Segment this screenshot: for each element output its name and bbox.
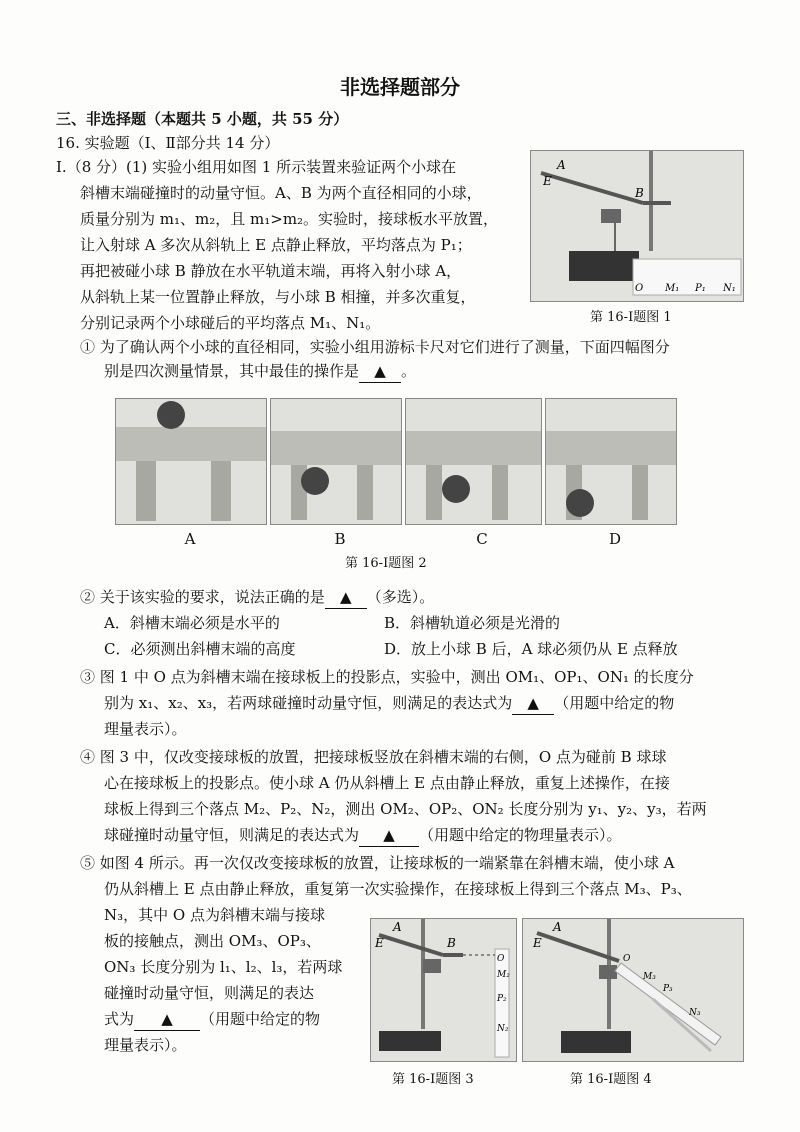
q2-option-d: D．放上小球 B 后，A 球必须仍从 E 点释放 — [384, 640, 678, 658]
intro-line: 分别记录两个小球碰后的平均落点 M₁、N₁。 — [80, 314, 381, 332]
intro-line: 斜槽末端碰撞时的动量守恒。A、B 为两个直径相同的小球， — [80, 184, 482, 202]
fig1-label-B: B — [635, 186, 644, 200]
q3-line: 理量表示）。 — [104, 720, 187, 738]
q4-line-4: 球碰撞时动量守恒，则满足的表达式为 ▲ （用题中给定的物理量表示）。 — [104, 824, 622, 847]
fig4-label-P: P₃ — [663, 984, 673, 994]
q2-option-b: B．斜槽轨道必须是光滑的 — [384, 614, 561, 632]
intro-line: Ⅰ.（8 分）(1) 实验小组用如图 1 所示装置来验证两个小球在 — [56, 158, 457, 176]
q5-line: 仍从斜槽上 E 点由静止释放，重复第一次实验操作，在接球板上得到三个落点 M₃、P₃、 — [104, 880, 692, 898]
figure-1-photo — [530, 150, 744, 302]
figure-2-caption: 第 16-Ⅰ题图 2 — [345, 556, 427, 571]
intro-line: 再把被碰小球 B 静放在水平轨道末端，再将入射小球 A， — [80, 262, 462, 280]
question-16-heading: 16. 实验题（Ⅰ、Ⅱ部分共 14 分） — [56, 134, 280, 152]
q1-line: ① 为了确认两个小球的直径相同，实验小组用游标卡尺对它们进行了测量，下面四幅图分 — [80, 338, 670, 356]
caliper-photo-a — [115, 398, 267, 525]
fig4-label-M: M₃ — [643, 972, 656, 982]
fig1-label-P: P₁ — [695, 283, 706, 294]
q4-line: 球板上得到三个落点 M₂、P₂、N₂，测出 OM₂、OP₂、ON₂ 长度分别为 y₁、y₂、y₃，若两 — [104, 800, 707, 818]
fig3-label-O: O — [497, 954, 505, 964]
intro-line: 让入射球 A 多次从斜轨上 E 点静止释放，平均落点为 P₁； — [80, 236, 472, 254]
fig3-label-N: N₂ — [497, 1024, 509, 1034]
fig4-label-E: E — [533, 936, 542, 950]
fig3-label-A: A — [393, 920, 402, 934]
q5-line: 板的接触点，测出 OM₃、OP₃、 — [104, 932, 321, 950]
caliper-photo-d — [545, 398, 677, 525]
fig3-label-M: M₂ — [497, 970, 510, 980]
fig3-label-P: P₂ — [497, 994, 507, 1004]
fig1-label-O: O — [635, 283, 644, 294]
q5-answer-blank: ▲ — [134, 1008, 200, 1031]
fig2-option-c: C — [476, 530, 488, 548]
q5-line: N₃，其中 O 点为斜槽末端与接球 — [104, 906, 325, 924]
intro-line: 质量分别为 m₁、m₂，且 m₁>m₂。实验时，接球板水平放置， — [80, 210, 499, 228]
q4-line: ④ 图 3 中，仅改变接球板的放置，把接球板竖放在斜槽末端的右侧，O 点为碰前 B 球球 — [80, 748, 667, 766]
figure-3-apparatus — [371, 919, 516, 1061]
figure-3-photo — [370, 918, 517, 1062]
figure-1-caption: 第 16-Ⅰ题图 1 — [590, 310, 672, 325]
figure-4-photo — [522, 918, 744, 1062]
q5-line: 碰撞时动量守恒，则满足的表达 — [104, 984, 315, 1002]
fig1-label-E: E — [543, 174, 552, 188]
figure-1-apparatus — [531, 151, 743, 301]
q1-line-2: 别是四次测量情景，其中最佳的操作是 ▲ 。 — [104, 360, 416, 383]
fig4-label-O: O — [623, 954, 631, 964]
fig4-label-N: N₃ — [689, 1008, 701, 1018]
fig1-label-A: A — [557, 158, 566, 172]
q2-option-c: C．必须测出斜槽末端的高度 — [104, 640, 296, 658]
intro-line: 从斜轨上某一位置静止释放，与小球 B 相撞，并多次重复， — [80, 288, 476, 306]
q2-stem: ② 关于该实验的要求，说法正确的是 ▲ （多选）。 — [80, 586, 434, 609]
q3-answer-blank: ▲ — [512, 692, 554, 715]
q5-line: 理量表示）。 — [104, 1036, 187, 1054]
q4-line: 心在接球板上的投影点。使小球 A 仍从斜槽上 E 点由静止释放，重复上述操作，在接 — [104, 774, 670, 792]
figure-4-caption: 第 16-Ⅰ题图 4 — [570, 1072, 652, 1087]
fig3-label-E: E — [375, 936, 384, 950]
q5-line: ⑤ 如图 4 所示。再一次仅改变接球板的放置，让接球板的一端紧靠在斜槽末端，使小球 A — [80, 854, 675, 872]
fig3-label-B: B — [447, 936, 456, 950]
q5-line-7: 式为 ▲ （用题中给定的物 — [104, 1008, 320, 1031]
fig2-option-a: A — [184, 530, 196, 548]
fig4-label-A: A — [553, 920, 562, 934]
page-title: 非选择题部分 — [340, 75, 460, 99]
q3-line: ③ 图 1 中 O 点为斜槽末端在接球板上的投影点，实验中，测出 OM₁、OP₁、ON₁ 的长度分 — [80, 668, 694, 686]
fig2-option-d: D — [608, 530, 622, 548]
section-heading: 三、非选择题（本题共 5 小题，共 55 分） — [56, 110, 349, 128]
q1-answer-blank: ▲ — [359, 360, 401, 383]
fig1-label-N: N₁ — [723, 283, 736, 294]
fig1-label-M: M₁ — [665, 283, 680, 294]
fig2-option-b: B — [334, 530, 346, 548]
q3-line-2: 别为 x₁、x₂、x₃，若两球碰撞时动量守恒，则满足的表达式为 ▲ （用题中给定的物 — [104, 692, 674, 715]
q5-line: ON₃ 长度分别为 l₁、l₂、l₃，若两球 — [104, 958, 343, 976]
figure-4-apparatus — [523, 919, 743, 1061]
figure-3-caption: 第 16-Ⅰ题图 3 — [392, 1072, 474, 1087]
q2-answer-blank: ▲ — [325, 586, 367, 609]
q2-option-a: A．斜槽末端必须是水平的 — [104, 614, 280, 632]
caliper-photo-b — [270, 398, 402, 525]
q4-answer-blank: ▲ — [359, 824, 419, 847]
caliper-photo-c — [405, 398, 542, 525]
